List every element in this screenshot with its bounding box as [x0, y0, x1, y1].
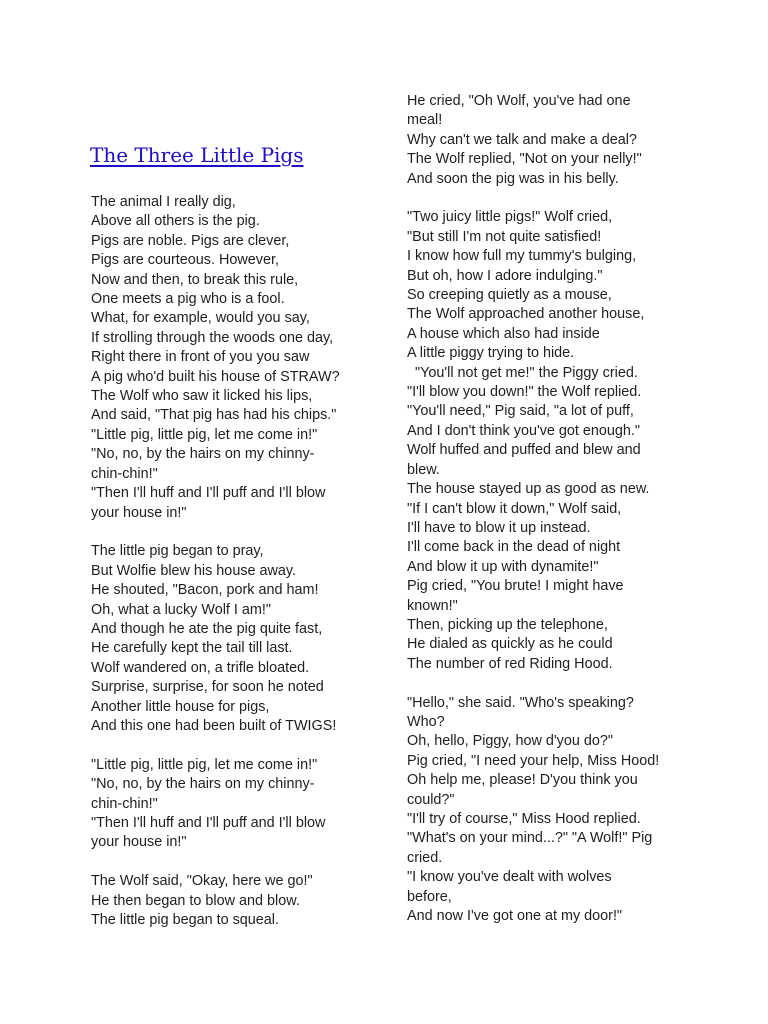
- poem-line: blew.: [407, 461, 440, 478]
- poem-line: But Wolfie blew his house away.: [91, 562, 297, 579]
- poem-line: Oh, hello, Piggy, how d'you do?": [407, 733, 613, 750]
- poem-line: And soon the pig was in his belly.: [407, 170, 619, 187]
- poem-line: meal!: [407, 112, 443, 129]
- poem-line: The Wolf replied, "Not on your nelly!": [407, 151, 642, 168]
- poem-line: "You'll not get me!" the Piggy cried.: [407, 364, 638, 381]
- page-title[interactable]: The Three Little Pigs: [90, 143, 304, 167]
- poem-line: known!": [407, 597, 458, 614]
- poem-line: And now I've got one at my door!": [407, 908, 623, 925]
- poem-line: cried.: [407, 849, 443, 866]
- poem-line: One meets a pig who is a fool.: [91, 291, 285, 308]
- poem-line: And this one had been built of TWIGS!: [91, 717, 337, 734]
- poem-line: "I'll blow you down!" the Wolf replied.: [407, 384, 642, 401]
- poem-line: A little piggy trying to hide.: [407, 345, 575, 362]
- poem-line: Pigs are noble. Pigs are clever,: [91, 232, 290, 249]
- poem-line: "Two juicy little pigs!" Wolf cried,: [407, 209, 613, 226]
- poem-line: Pig cried, "You brute! I might have: [407, 578, 624, 595]
- poem-line: your house in!": [91, 504, 187, 521]
- stanza: [407, 92, 697, 189]
- poem-line: "What's on your mind...?" "A Wolf!" Pig: [407, 830, 653, 847]
- poem-line: I'll come back in the dead of night: [407, 539, 621, 556]
- poem-line: He shouted, "Bacon, pork and ham!: [91, 582, 319, 599]
- poem-line: The Wolf said, "Okay, here we go!": [91, 873, 313, 890]
- poem-line: Then, picking up the telephone,: [407, 616, 608, 633]
- poem-line: Another little house for pigs,: [91, 698, 270, 715]
- poem-line: I know how full my tummy's bulging,: [407, 248, 637, 265]
- poem-line: Wolf wandered on, a trifle bloated.: [91, 659, 310, 676]
- poem-line: your house in!": [91, 834, 187, 851]
- poem-line: chin-chin!": [91, 465, 158, 482]
- poem-line: What, for example, would you say,: [91, 310, 310, 327]
- poem-line: Who?: [407, 713, 445, 730]
- poem-line: He carefully kept the tail till last.: [91, 640, 293, 657]
- poem-column-left: [91, 193, 376, 950]
- poem-line: A pig who'd built his house of STRAW?: [91, 368, 340, 385]
- poem-line: Now and then, to break this rule,: [91, 271, 299, 288]
- poem-line: before,: [407, 888, 452, 905]
- poem-line: could?": [407, 791, 455, 808]
- poem-line: "Hello," she said. "Who's speaking?: [407, 694, 634, 711]
- poem-line: Oh, what a lucky Wolf I am!": [91, 601, 271, 618]
- poem-line: And I don't think you've got enough.": [407, 422, 641, 439]
- poem-line: The Wolf approached another house,: [407, 306, 645, 323]
- poem-line: The Wolf who saw it licked his lips,: [91, 388, 313, 405]
- poem-line: He dialed as quickly as he could: [407, 636, 613, 653]
- poem-line: The little pig began to pray,: [91, 543, 264, 560]
- poem-line: Right there in front of you you saw: [91, 349, 310, 366]
- poem-line: "You'll need," Pig said, "a lot of puff,: [407, 403, 634, 420]
- poem-line: He cried, "Oh Wolf, you've had one: [407, 93, 631, 109]
- poem-line: "Then I'll huff and I'll puff and I'll blow: [91, 485, 326, 502]
- stanza: [407, 694, 697, 927]
- poem-line: Wolf huffed and puffed and blew and: [407, 442, 641, 459]
- poem-line: chin-chin!": [91, 795, 158, 812]
- poem-line: Surprise, surprise, for soon he noted: [91, 679, 324, 696]
- poem-line: Pigs are courteous. However,: [91, 252, 279, 269]
- poem-line: Pig cried, "I need your help, Miss Hood!: [407, 752, 660, 769]
- poem-line: And though he ate the pig quite fast,: [91, 620, 323, 637]
- poem-line: But oh, how I adore indulging.": [407, 267, 603, 284]
- poem-line: "No, no, by the hairs on my chinny-: [91, 776, 315, 793]
- poem-line: He then began to blow and blow.: [91, 892, 300, 909]
- poem-line: I'll have to blow it up instead.: [407, 519, 591, 536]
- poem-line: "Little pig, little pig, let me come in!": [91, 426, 318, 443]
- poem-line: "Little pig, little pig, let me come in!": [91, 756, 318, 773]
- poem-line: The number of red Riding Hood.: [407, 655, 613, 672]
- poem-line: "But still I'm not quite satisfied!: [407, 228, 602, 245]
- poem-line: If strolling through the woods one day,: [91, 329, 334, 346]
- poem-column-right: [407, 92, 697, 946]
- poem-line: Above all others is the pig.: [91, 213, 260, 230]
- poem-line: "I'll try of course," Miss Hood replied.: [407, 811, 641, 827]
- poem-line: The little pig began to squeal.: [91, 911, 280, 928]
- poem-line: "If I can't blow it down," Wolf said,: [407, 500, 622, 517]
- stanza: [407, 208, 697, 674]
- poem-line: A house which also had inside: [407, 325, 600, 342]
- poem-line: So creeping quietly as a mouse,: [407, 287, 612, 304]
- stanza: [91, 756, 376, 853]
- stanza: [91, 193, 376, 523]
- poem-line: "Then I'll huff and I'll puff and I'll blow: [91, 814, 326, 831]
- poem-line: Oh help me, please! D'you think you: [407, 772, 638, 789]
- poem-line: And said, "That pig has had his chips.": [91, 407, 337, 424]
- poem-line: And blow it up with dynamite!": [407, 558, 599, 575]
- poem-line: "No, no, by the hairs on my chinny-: [91, 446, 315, 463]
- poem-line: The animal I really dig,: [91, 194, 236, 210]
- poem-line: The house stayed up as good as new.: [407, 481, 650, 498]
- poem-line: Why can't we talk and make a deal?: [407, 131, 637, 148]
- poem-line: "I know you've dealt with wolves: [407, 869, 612, 886]
- stanza: [91, 542, 376, 736]
- stanza: [91, 872, 376, 930]
